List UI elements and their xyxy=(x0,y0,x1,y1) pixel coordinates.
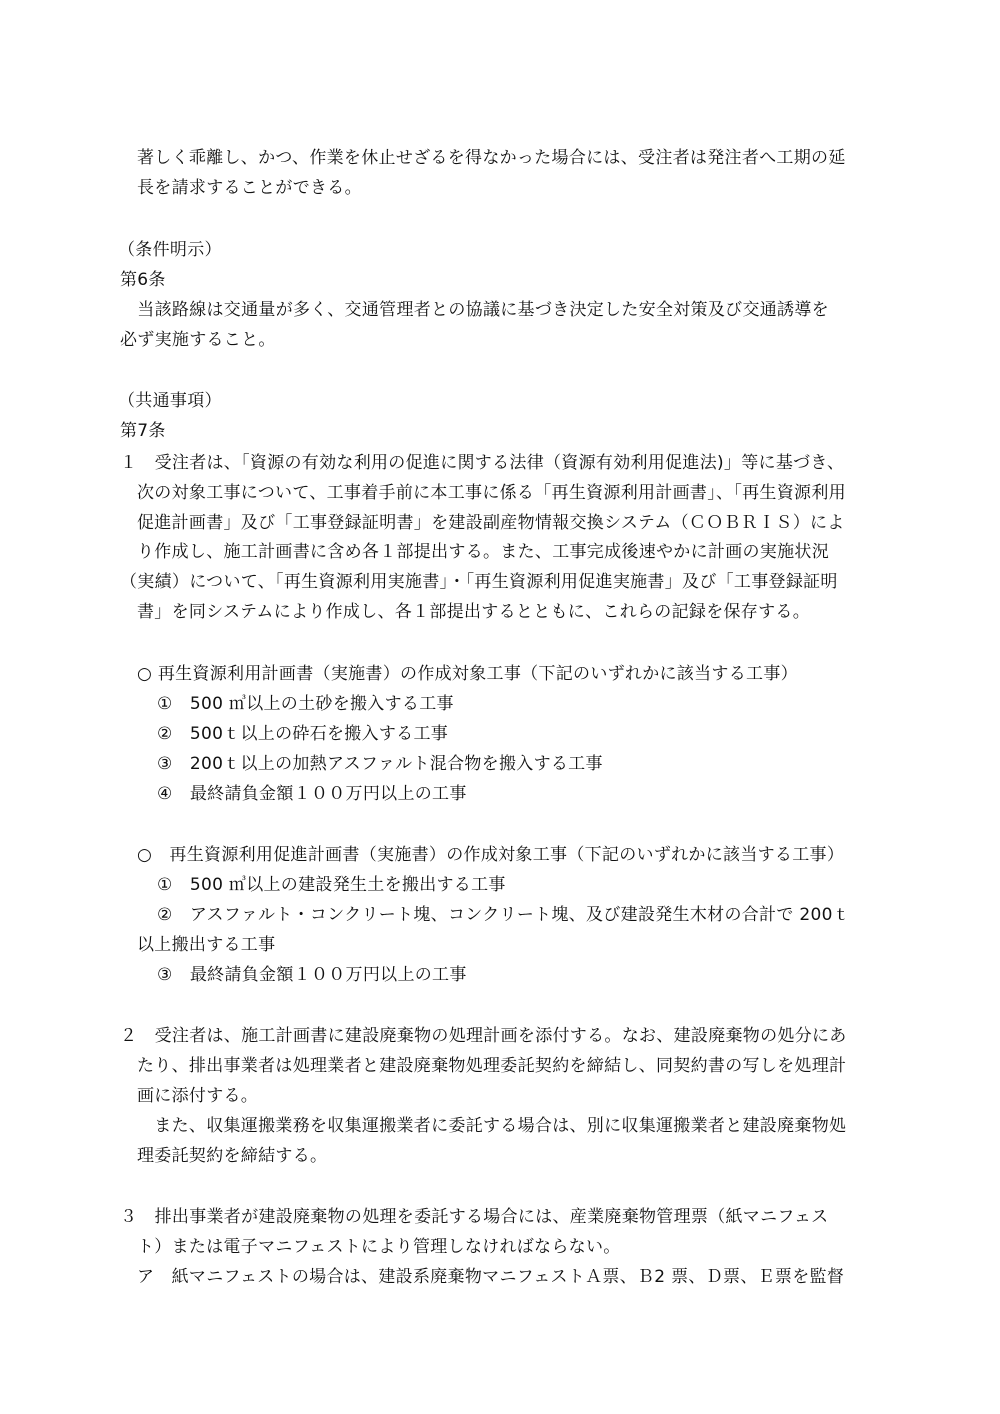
article-6-heading: （条件明示） xyxy=(118,240,222,260)
list-2-title: ○ 再生資源利用促進計画書（実施書）の作成対象工事（下記のいずれかに該当する工事） xyxy=(137,845,845,865)
article-7-p1-line-5: （実績）について、「再生資源利用実施書」・「再生資源利用促進実施書」及び「工事登録証明 xyxy=(120,572,838,592)
article-6-number: 第6条 xyxy=(120,270,166,290)
article-7-p3-line-1: ３ 排出事業者が建設廃棄物の処理を委託する場合には、産業廃棄物管理票（紙マニフェス xyxy=(120,1207,829,1227)
list-2-item-1: ① 500 ㎥以上の建設発生土を搬出する工事 xyxy=(157,875,506,895)
article-7-p2-line-2: たり、排出事業者は処理業者と建設廃棄物処理委託契約を締結し、同契約書の写しを処理計 xyxy=(137,1056,847,1076)
article-7-p3-line-3: ア 紙マニフェストの場合は、建設系廃棄物マニフェストＡ票、Ｂ2 票、Ｄ票、Ｅ票を監督 xyxy=(137,1267,845,1287)
article-6-line-2: 必ず実施すること。 xyxy=(120,330,276,350)
list-1-item-4: ④ 最終請負金額１００万円以上の工事 xyxy=(157,784,467,804)
list-1-item-1: ① 500 ㎥以上の土砂を搬入する工事 xyxy=(157,694,454,714)
article-7-p1-line-4: り作成し、施工計画書に含め各１部提出する。また、工事完成後速やかに計画の実施状況 xyxy=(137,542,829,562)
list-1-item-3: ③ 200ｔ以上の加熱アスファルト混合物を搬入する工事 xyxy=(157,754,603,774)
article-7-number: 第7条 xyxy=(120,421,166,441)
list-2-item-2-line-2: 以上搬出する工事 xyxy=(137,935,276,955)
article-6-line-1: 当該路線は交通量が多く、交通管理者との協議に基づき決定した安全対策及び交通誘導を xyxy=(120,300,829,320)
article-7-p2-line-5: 理委託契約を締結する。 xyxy=(137,1146,328,1166)
article-7-p2-line-1: ２ 受注者は、施工計画書に建設廃棄物の処理計画を添付する。なお、建設廃棄物の処分にあ xyxy=(120,1026,847,1046)
article-7-p1-line-6: 書」を同システムにより作成し、各１部提出するとともに、これらの記録を保存する。 xyxy=(137,602,810,622)
article-7-p2-line-3: 画に添付する。 xyxy=(137,1086,259,1106)
article-7-p1-line-2: 次の対象工事について、工事着手前に本工事に係る「再生資源利用計画書」、「再生資源利用 xyxy=(137,483,846,503)
intro-line-1: 著しく乖離し、かつ、作業を休止せざるを得なかった場合には、受注者は発注者へ工期の延 xyxy=(137,148,846,168)
article-7-p1-line-3: 促進計画書」及び「工事登録証明書」を建設副産物情報交換システム（ＣＯＢＲＩＳ）によ xyxy=(137,513,845,533)
article-7-p2-line-4: また、収集運搬業務を収集運搬業者に委託する場合は、別に収集運搬業者と建設廃棄物処 xyxy=(137,1116,847,1136)
article-7-p1-line-1: １ 受注者は、「資源の有効な利用の促進に関する法律（資源有効利用促進法)」等に基づき、 xyxy=(120,453,845,473)
list-2-item-2-line-1: ② アスファルト・コンクリート塊、コンクリート塊、及び建設発生木材の合計で 200ｔ xyxy=(157,905,850,925)
list-1-item-2: ② 500ｔ以上の砕石を搬入する工事 xyxy=(157,724,449,744)
list-2-item-3: ③ 最終請負金額１００万円以上の工事 xyxy=(157,965,467,985)
list-1-title: ○ 再生資源利用計画書（実施書）の作成対象工事（下記のいずれかに該当する工事） xyxy=(137,664,798,684)
intro-line-2: 長を請求することができる。 xyxy=(137,178,362,198)
article-7-p3-line-2: ト）または電子マニフェストにより管理しなければならない。 xyxy=(137,1237,621,1257)
article-7-heading: （共通事項） xyxy=(118,391,222,411)
